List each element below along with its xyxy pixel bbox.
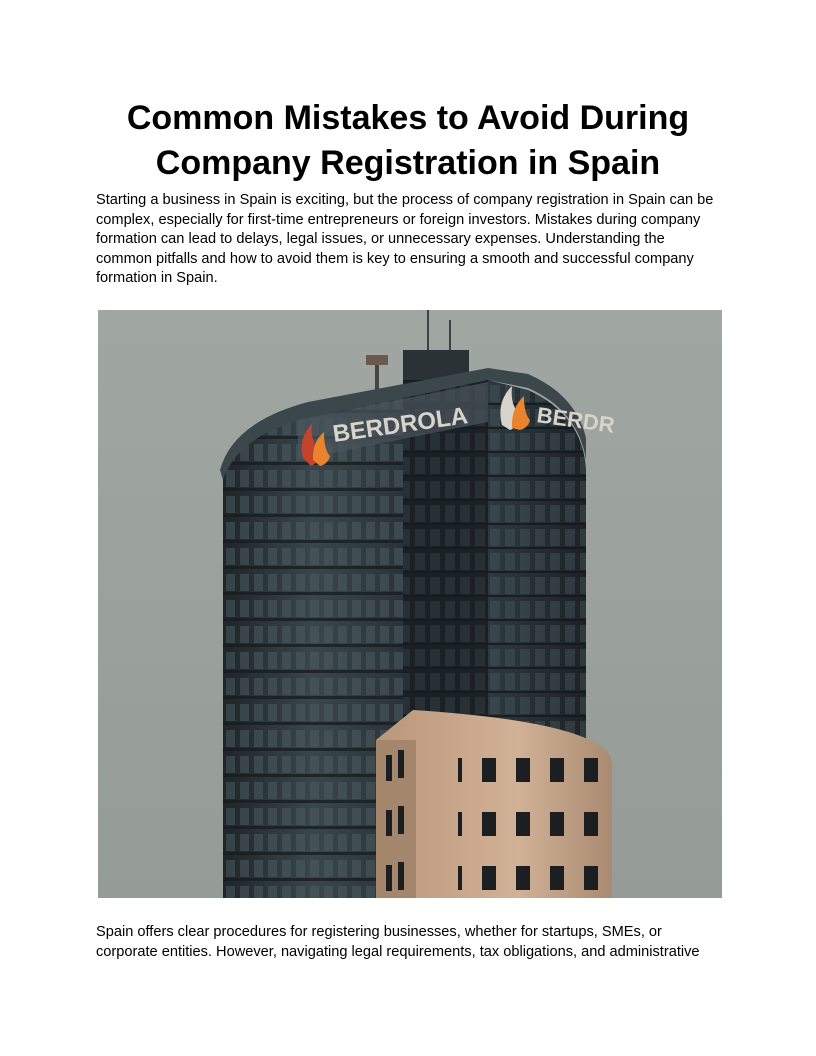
- office-tower-photo: [98, 310, 722, 898]
- intro-paragraph: Starting a business in Spain is exciting, but the process of company registration in Spain can be complex, especially for first-time entrepreneurs or foreign investors. Mistakes during company formation can lead to delays, legal issues, or unnecessary expenses. Understanding the common pitfalls and how to avoid them is key to ensuring a smooth and successful company formation in Spain.: [96, 192, 714, 287]
- page-title: Common Mistakes to Avoid During Company Registration in Spain: [126, 99, 690, 182]
- signage-right: BERDR: [535, 402, 617, 438]
- second-paragraph: Spain offers clear procedures for registering businesses, whether for startups, SMEs, or corporate entities. However, navigating legal requirements, tax obligations, and administrative: [96, 924, 700, 960]
- signage-left: BERDROLA: [331, 402, 470, 448]
